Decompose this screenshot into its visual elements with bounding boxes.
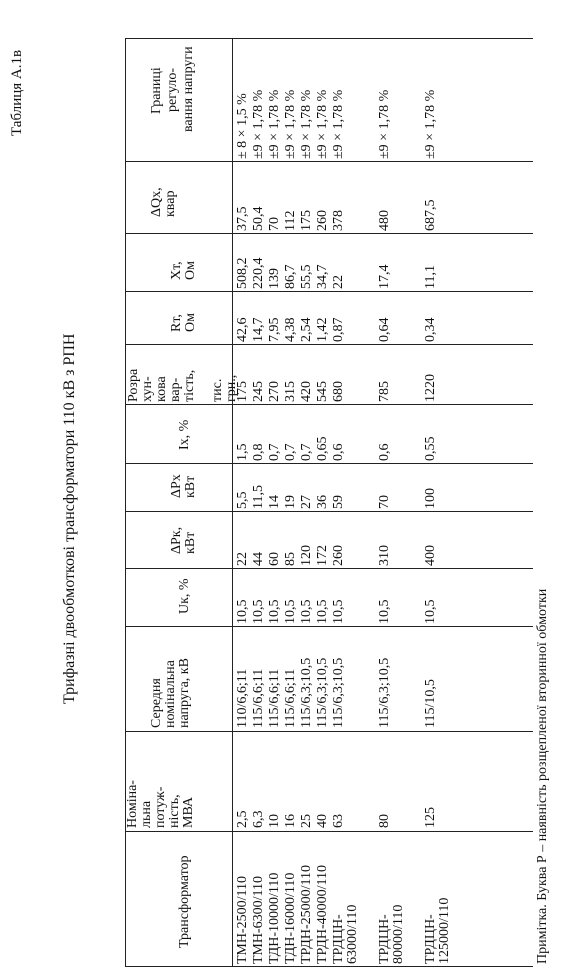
table-cell-rt: 4,38 — [283, 317, 298, 342]
table-cell-dpk: 22 — [235, 552, 250, 566]
table-cell-ix: 0,6 — [377, 443, 392, 461]
table-cell-reg: ±9 × 1,78 % — [331, 89, 346, 159]
table-cell-dq: 50,4 — [251, 206, 266, 231]
table-cell-uk: 10,5 — [235, 599, 250, 624]
table-row-name: ТДН-16000/110 — [283, 872, 298, 964]
table-cell-dpk: 44 — [251, 552, 266, 566]
table-cell-cost: 175 — [235, 381, 250, 402]
table-rule — [232, 39, 233, 967]
table-cell-rt: 0,34 — [423, 317, 438, 342]
header-xt: Xт, — [169, 261, 184, 280]
table-cell-dq: 112 — [283, 210, 298, 231]
table-cell-uk: 10,5 — [423, 599, 438, 624]
table-cell-uk: 10,5 — [377, 599, 392, 624]
table-cell-dpx: 27 — [299, 495, 314, 509]
table-cell-xt: 86,7 — [283, 264, 298, 289]
table-cell-xt: 139 — [267, 268, 282, 289]
table-rule — [125, 404, 533, 405]
table-cell-dq: 378 — [331, 210, 346, 231]
table-row-name: ТРДЦН- — [331, 914, 346, 964]
table-cell-dq: 260 — [315, 210, 330, 231]
table-label: Таблиця А.1в — [9, 49, 25, 136]
table-cell-power: 125 — [423, 807, 438, 828]
table-cell-cost: 245 — [251, 381, 266, 402]
table-cell-reg: ±9 × 1,78 % — [267, 89, 282, 159]
table-row-name: ТДН-10000/110 — [267, 872, 282, 964]
header-power: льна — [139, 800, 154, 828]
table-rule — [125, 966, 533, 967]
table-rule — [125, 731, 533, 732]
table-cell-dq: 480 — [377, 210, 392, 231]
header-xt: Ом — [183, 261, 198, 280]
table-cell-ix: 0,55 — [423, 436, 438, 461]
table-cell-cost: 315 — [283, 381, 298, 402]
table-cell-power: 40 — [315, 814, 330, 828]
table-cell-voltage: 115/10,5 — [423, 679, 438, 728]
table-cell-ix: 0,7 — [267, 443, 282, 461]
table-caption: Трифазні двообмоткові трансформатори 110 кВ з РПН — [61, 333, 78, 704]
table-note: Примітка. Буква Р – наявність розщепленої вторинної обмотки — [535, 588, 550, 964]
table-cell-reg: ±9 × 1,78 % — [377, 89, 392, 159]
table-row-name: ТРДЦН- — [423, 914, 438, 964]
header-uk: Uк, % — [177, 578, 192, 614]
table-cell-dpx: 70 — [377, 495, 392, 509]
table-cell-rt: 2,54 — [299, 317, 314, 342]
header-cost: вар- — [168, 377, 183, 402]
header-dpx: ΔPх — [169, 474, 184, 498]
table-row-name: ТМН-2500/110 — [235, 876, 250, 964]
table-cell-uk: 10,5 — [267, 599, 282, 624]
header-dpk: ΔPк, — [169, 526, 184, 554]
header-cost: грн., — [224, 374, 239, 402]
table-cell-voltage: 115/6,6;11 — [267, 668, 282, 728]
table-cell-cost: 1220 — [423, 374, 438, 402]
table-cell-rt: 14,7 — [251, 317, 266, 342]
table-cell-ix: 1,5 — [235, 443, 250, 461]
table-cell-voltage: 115/6,3;10,5 — [331, 657, 346, 728]
table-cell-power: 16 — [283, 814, 298, 828]
header-dq: ΔQх, — [149, 187, 164, 217]
table-row-name: 125000/110 — [437, 897, 452, 964]
table-cell-dpk: 60 — [267, 552, 282, 566]
table-cell-xt: 220,4 — [251, 257, 266, 289]
table-cell-power: 2,5 — [235, 810, 250, 828]
table-cell-power: 6,3 — [251, 810, 266, 828]
table-cell-reg: ±9 × 1,78 % — [423, 89, 438, 159]
table-cell-cost: 420 — [299, 381, 314, 402]
table-cell-dpx: 19 — [283, 495, 298, 509]
table-cell-dpk: 85 — [283, 552, 298, 566]
header-cost: хун- — [140, 376, 155, 402]
table-cell-xt: 17,4 — [377, 264, 392, 289]
table-rule — [125, 831, 533, 832]
header-dpk: кВт — [183, 531, 198, 554]
table-rule — [125, 161, 533, 162]
table-cell-rt: 7,95 — [267, 317, 282, 342]
table-cell-rt: 0,87 — [331, 317, 346, 342]
table-cell-rt: 1,42 — [315, 317, 330, 342]
table-rule — [125, 626, 533, 627]
table-cell-xt: 22 — [331, 275, 346, 289]
header-cost: тість, — [182, 369, 197, 402]
table-cell-dpk: 400 — [423, 545, 438, 566]
header-voltage: Середня — [149, 678, 164, 728]
header-power: потуж- — [153, 786, 168, 828]
header-rt: Rт, — [169, 314, 184, 332]
table-cell-dq: 37,5 — [235, 206, 250, 231]
table-cell-reg: ±9 × 1,78 % — [251, 89, 266, 159]
table-rule — [125, 344, 533, 345]
header-voltage: напруга, кВ — [177, 658, 192, 728]
table-cell-dpx: 100 — [423, 488, 438, 509]
table-cell-power: 25 — [299, 814, 314, 828]
table-row-name: ТРДЦН- — [377, 914, 392, 964]
table-cell-xt: 508,2 — [235, 257, 250, 289]
header-dq: квар — [163, 190, 178, 217]
table-cell-voltage: 115/6,6;11 — [283, 668, 298, 728]
table-cell-dpx: 11,5 — [251, 485, 266, 509]
table-cell-xt: 34,7 — [315, 264, 330, 289]
table-cell-dq: 175 — [299, 210, 314, 231]
table-cell-voltage: 110/6,6;11 — [235, 668, 250, 728]
table-cell-dpk: 310 — [377, 545, 392, 566]
table-cell-uk: 10,5 — [331, 599, 346, 624]
header-rt: Ом — [183, 313, 198, 332]
table-cell-uk: 10,5 — [299, 599, 314, 624]
header-reg: вання напруги — [181, 46, 196, 132]
table-cell-cost: 680 — [331, 381, 346, 402]
table-cell-ix: 0,65 — [315, 436, 330, 461]
table-cell-rt: 42,6 — [235, 317, 250, 342]
table-row-name: ТРДН-25000/110 — [299, 865, 314, 964]
header-reg: Границі — [149, 67, 164, 114]
header-dpx: кВт — [183, 475, 198, 498]
table-cell-power: 10 — [267, 814, 282, 828]
table-cell-cost: 785 — [377, 381, 392, 402]
table-cell-cost: 270 — [267, 381, 282, 402]
table-cell-dq: 687,5 — [423, 199, 438, 231]
table-cell-ix: 0,7 — [283, 443, 298, 461]
header-cost: Розра — [126, 368, 141, 402]
table-cell-reg: ±9 × 1,78 % — [283, 89, 298, 159]
table-cell-reg: ±9 × 1,78 % — [299, 89, 314, 159]
table-cell-rt: 0,64 — [377, 317, 392, 342]
header-voltage: номінальна — [163, 660, 178, 728]
table-cell-cost: 545 — [315, 381, 330, 402]
table-cell-voltage: 115/6,6;11 — [251, 668, 266, 728]
table-rule — [125, 38, 533, 39]
table-cell-dpk: 260 — [331, 545, 346, 566]
table-cell-power: 80 — [377, 814, 392, 828]
header-ix: Iх, % — [177, 419, 192, 450]
table-cell-ix: 0,7 — [299, 443, 314, 461]
table-cell-xt: 55,5 — [299, 264, 314, 289]
table-cell-xt: 11,1 — [423, 265, 438, 289]
table-cell-dpx: 5,5 — [235, 491, 250, 509]
table-cell-uk: 10,5 — [251, 599, 266, 624]
table-cell-power: 63 — [331, 814, 346, 828]
table-cell-dpk: 172 — [315, 545, 330, 566]
table-cell-voltage: 115/6,3;10,5 — [299, 657, 314, 728]
table-cell-reg: ± 8 × 1,5 % — [235, 93, 250, 159]
header-power: ність, — [167, 794, 182, 828]
table-row-name: ТМН-6300/110 — [251, 876, 266, 964]
header-cost: тис. — [210, 378, 225, 402]
header-power: Номіна- — [125, 780, 140, 828]
table-cell-dpx: 14 — [267, 495, 282, 509]
table-rule — [125, 511, 533, 512]
header-reg: регуло- — [165, 68, 180, 112]
table-rule — [125, 291, 533, 292]
table-cell-voltage: 115/6,3;10,5 — [315, 657, 330, 728]
table-cell-ix: 0,8 — [251, 443, 266, 461]
table-cell-dpk: 120 — [299, 545, 314, 566]
table-row-name: 63000/110 — [345, 904, 360, 964]
table-row-name: 80000/110 — [391, 904, 406, 964]
table-rule — [125, 463, 533, 464]
header-transformer: Трансформатор — [177, 855, 192, 948]
table-cell-dpx: 36 — [315, 495, 330, 509]
header-power: МВА — [181, 796, 196, 828]
table-cell-dpx: 59 — [331, 495, 346, 509]
table-rule — [125, 568, 533, 569]
table-cell-uk: 10,5 — [283, 599, 298, 624]
table-cell-voltage: 115/6,3;10,5 — [377, 657, 392, 728]
table-rule — [125, 233, 533, 234]
table-cell-ix: 0,6 — [331, 443, 346, 461]
table-cell-reg: ±9 × 1,78 % — [315, 89, 330, 159]
header-cost: кова — [154, 376, 169, 402]
table-cell-uk: 10,5 — [315, 599, 330, 624]
table-row-name: ТРДН-40000/110 — [315, 865, 330, 964]
table-cell-dq: 70 — [267, 217, 282, 231]
